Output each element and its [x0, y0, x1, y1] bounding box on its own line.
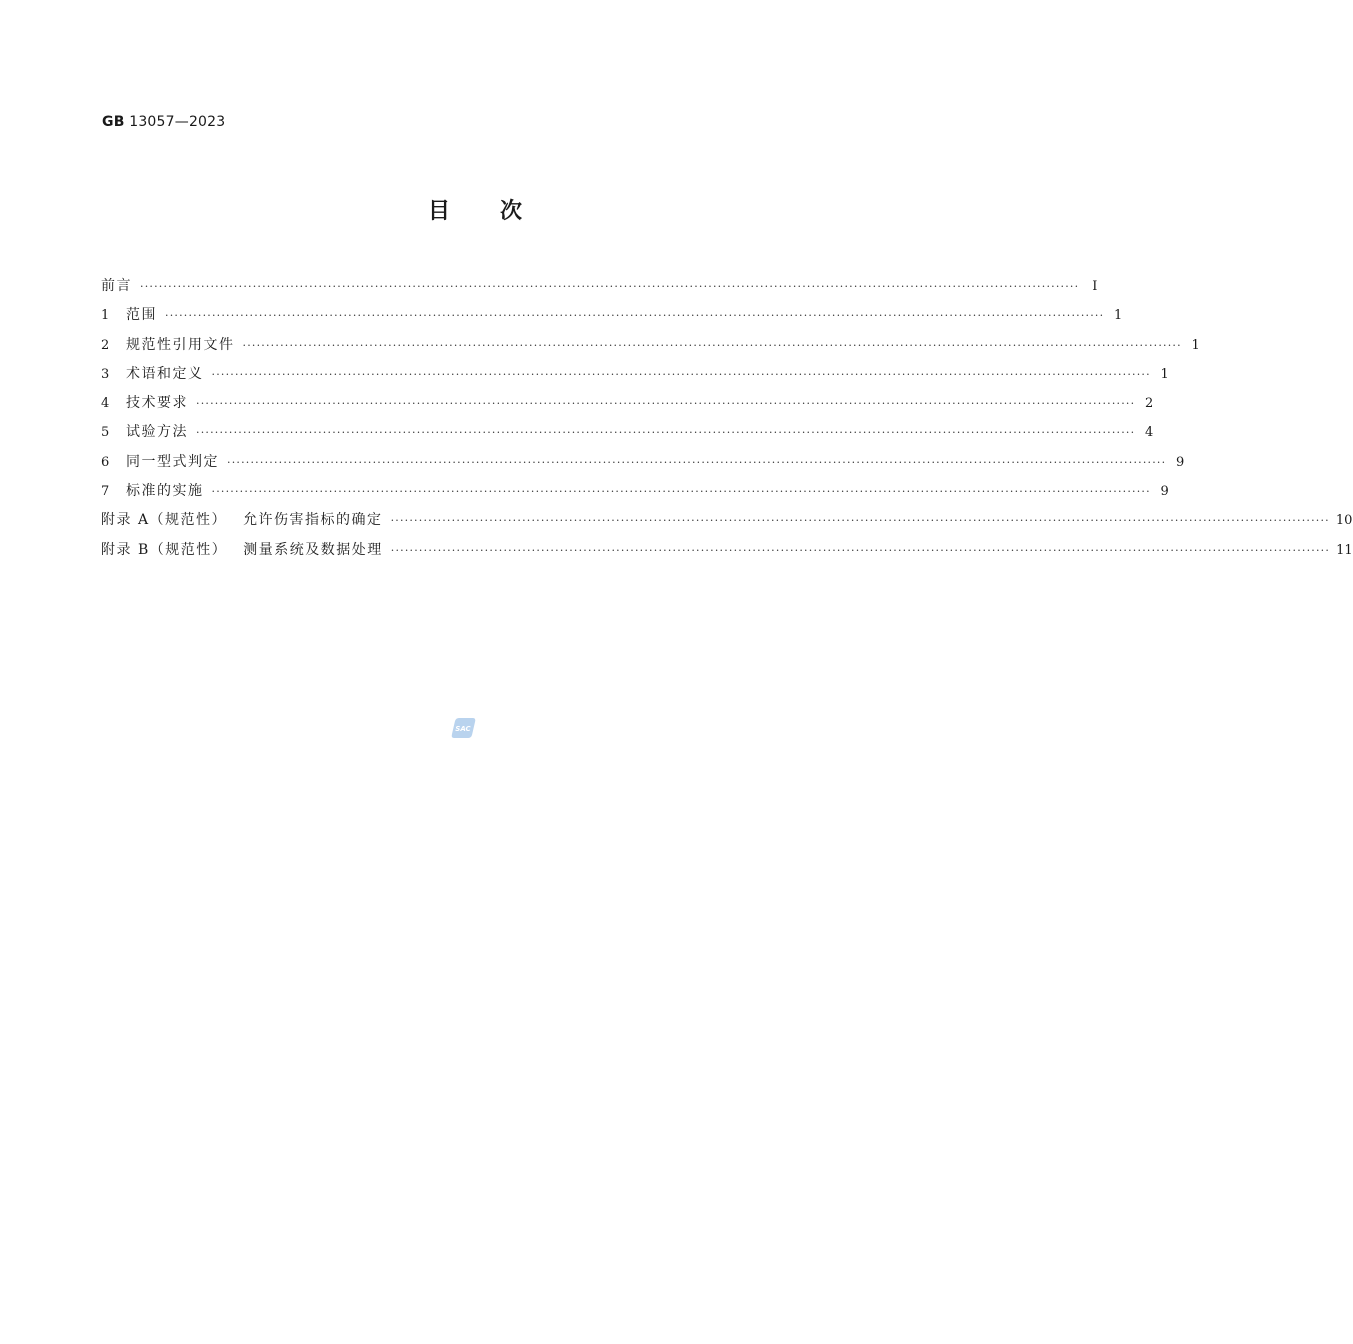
toc-leader-dots: ········································································································································································································ [140, 280, 1080, 293]
toc-entry-page: 1 [1114, 308, 1123, 324]
annex-title: 测量系统及数据处理 [243, 541, 383, 558]
toc-entry-label: 同一型式判定 [126, 453, 219, 470]
toc-entry-page: 4 [1145, 425, 1154, 441]
toc-entry-label: 标准的实施 [126, 483, 204, 500]
toc-entry-label: 规范性引用文件 [126, 336, 235, 353]
toc-entry-label [101, 506, 383, 535]
toc-leader-dots: ········································································································································································································ [196, 397, 1136, 411]
toc-leader-dots: ········································································································································································································ [242, 338, 1182, 352]
standard-code [102, 114, 225, 130]
sac-watermark-logo [451, 716, 477, 740]
toc-entry-page: 9 [1160, 484, 1169, 500]
toc-leader-dots: ········································································································································································································ [390, 543, 1331, 557]
toc-entry-label: 技术要求 [126, 395, 188, 412]
toc-entry-page: 1 [1191, 337, 1200, 353]
toc-entry-6[interactable] [101, 448, 1185, 477]
toc-entry-label: 前言 [101, 278, 132, 294]
toc-entry-number: 2 [101, 337, 110, 353]
toc-entry-page: Ⅰ [1092, 279, 1098, 294]
toc-entry-number: 1 [101, 308, 110, 324]
annex-designation: 附录 B（规范性） [101, 541, 228, 558]
toc-entry-1[interactable] [101, 301, 1123, 330]
annex-title: 允许伤害指标的确定 [243, 512, 383, 529]
standard-number: 13057—2023 [129, 114, 226, 130]
toc-leader-dots: ········································································································································································································ [211, 367, 1151, 381]
toc-entry-label: 试验方法 [126, 424, 188, 441]
toc-leader-dots: ········································································································································································································ [390, 514, 1330, 528]
toc-entry-annex-a[interactable] [101, 506, 1353, 535]
toc-leader-dots: ········································································································································································································ [211, 485, 1151, 499]
toc-entry-label: 术语和定义 [126, 365, 204, 382]
toc-title-char-2: 次 [500, 199, 523, 224]
svg-text:SAC: SAC [455, 725, 471, 733]
toc-entry-number: 4 [101, 396, 110, 412]
toc-entry-page: 2 [1145, 396, 1154, 412]
toc-entry-number: 3 [101, 366, 110, 382]
toc-entry-page: 10 [1335, 513, 1353, 529]
toc-entry-3[interactable] [101, 360, 1169, 389]
toc-entry-number: 7 [101, 484, 110, 500]
toc-entry-number: 5 [101, 425, 110, 441]
toc-entry-foreword[interactable] [101, 272, 1098, 301]
toc-entry-page: 9 [1176, 454, 1185, 470]
toc-leader-dots: ········································································································································································································ [227, 455, 1167, 469]
annex-designation: 附录 A（规范性） [101, 512, 228, 529]
toc-entry-label: 范围 [126, 307, 157, 324]
toc-entry-2[interactable] [101, 331, 1200, 360]
toc-leader-dots: ········································································································································································································ [196, 426, 1136, 440]
standard-prefix: GB [102, 114, 125, 130]
toc-entry-label [101, 536, 383, 565]
toc-entry-number: 6 [101, 454, 110, 470]
toc-title-char-1: 目 [427, 199, 450, 224]
toc-title [0, 194, 950, 225]
toc-entry-page: 11 [1336, 542, 1353, 558]
toc-entry-page: 1 [1160, 366, 1169, 382]
toc-entry-annex-b[interactable] [101, 536, 1353, 565]
table-of-contents [101, 272, 1353, 565]
toc-leader-dots: ········································································································································································································ [165, 309, 1105, 323]
toc-entry-4[interactable] [101, 389, 1154, 418]
toc-entry-5[interactable] [101, 418, 1154, 447]
toc-entry-7[interactable] [101, 477, 1169, 506]
